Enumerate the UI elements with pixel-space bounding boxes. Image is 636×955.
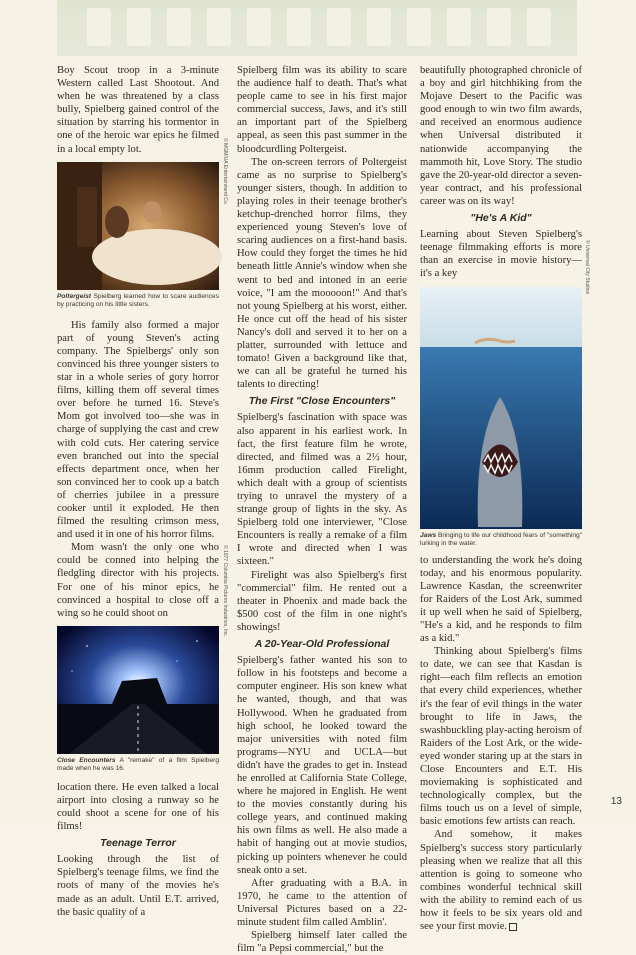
col1-paragraph-3: Mom wasn't the only one who could be conned into helping the fledgling director with his projects. For one of his minor epics, he convinced a hospital to close off a wing so he could shoot on bbox=[57, 542, 219, 619]
col3-paragraph-4: Thinking about Spielberg's films to date, we can see that Kasdan is right—each film reflects an emotion that every child experiences, whether it's the fear of evil things in the water brought to life in Jaws, the swashbuckling play-acting heroism of Raiders of the Lost Ark, or the wide-eyed wonder staring up at the stars in Close Encounters and E.T. His moviemaking is sophisticated and technologically complex, but the films touch us on a level of simple, basic emotions few artists can reach. bbox=[420, 646, 582, 828]
jaws-poster-photo bbox=[420, 287, 582, 529]
heading-20-year-old-professional: A 20-Year-Old Professional bbox=[254, 638, 390, 651]
col1-paragraph-4: location there. He even talked a local airport into closing a runway so he could shoot a scene for one of his films! bbox=[57, 781, 219, 833]
film-strip-top bbox=[57, 0, 577, 56]
col1-paragraph-1: Boy Scout troop in a 3-minute Western called Last Shootout. And when he was threatened by a class bully, Spielberg gained control of the situation by starring his tormentor in one of the heroic war epics he filmed in a local empty lot. bbox=[57, 65, 219, 155]
col2-paragraph-4: Firelight was also Spielberg's first "commercial" film. He rented out a theater in Phoenix and made back the $500 cost of the film in one night's showings! bbox=[237, 569, 407, 633]
jaws-credit: © Universal City Studios bbox=[584, 240, 590, 294]
column-3 bbox=[420, 64, 582, 933]
end-mark-icon bbox=[509, 923, 517, 931]
heading-teenage-terror: Teenage Terror bbox=[100, 837, 176, 850]
col3-paragraph-2: Learning about Steven Spielberg's teenage filmmaking efforts is more than an exercise in movie history—it's a key bbox=[420, 229, 582, 280]
col3-paragraph-5: And somehow, it makes Spielberg's success story particularly pleasing when we realize that all this attention is going to someone who combines wonderful technical skill with the ability to remind each of us how it feels to be six years old and see your first movie. bbox=[420, 829, 582, 933]
col2-paragraph-2: The on-screen terrors of Poltergeist came as no surprise to Spielberg's younger sisters, though. In addition to playing roles in their teenage brother's ketchup-drenched horror films, they experienced young Steven's love of scaring audiences on a first-hand basis. How could they forget the times he hid beneath little Annie's window when she went to bed and intoned in an eerie voice, "I am the mooooon!" And that's not young Spielberg at his worst, either. He once cut off the head of his sister Nancy's doll and served it to her on a platter, surrounded with lettuce and tomato! Given a background like that, we can all be grateful he turned his talents to directing! bbox=[237, 156, 407, 391]
col3-paragraph-1: beautifully photographed chronicle of a boy and girl hitchhiking from the Mojave Desert to the Pacific was good enough to win two film awards, and received an enormous audience when Universal distributed it nationwide accompanying the mammoth hit, Love Story. The studio gave the 20-year-old director a seven-year contract, and his professional career was on its way! bbox=[420, 65, 582, 207]
close-encounters-credit: © 1977 Columbia Pictures Industries, Inc. bbox=[222, 545, 228, 638]
col3-paragraph-3: to understanding the work he's doing today, and his enormous popularity. Lawrence Kasdan, the screenwriter for Raiders of the Lost Ark, summed it up well when he said of Spielberg, "He's a kid, and he responds to film as a kid." bbox=[420, 554, 582, 645]
poltergeist-credit: © MGM/UA Entertainment Co. bbox=[222, 138, 228, 206]
close-encounters-photo bbox=[57, 626, 219, 754]
col2-paragraph-3: Spielberg's fascination with space was also apparent in his earliest work. In fact, the first feature film he wrote, directed, and filmed was a 2½ hour, 16mm production called Firelight, which dealt with a group of scientists trying to unravel the mystery of a strange group of lights in the sky. As Spielberg told one interviewer, "Close Encounters is really a remake of a film I wrote and directed when I was sixteen." bbox=[237, 412, 407, 568]
col2-paragraph-6: After graduating with a B.A. in 1970, he came to the attention of Universal Pictures based on a 22-minute student film called Amblin'. bbox=[237, 877, 407, 928]
col2-paragraph-7: Spielberg himself later called the film "a Pepsi commercial," but the bbox=[237, 930, 407, 955]
col2-paragraph-1: Spielberg film was its ability to scare the audience half to death. That's what people came to see in his first major commercial success, Jaws, and it's still an important part of the Spielberg appeal, as seen this past summer in the bloodcurdling Poltergeist. bbox=[237, 65, 407, 155]
page-number: 13 bbox=[610, 796, 622, 807]
jaws-caption: Jaws Bringing to life our childhood fears of "something" lurking in the water. bbox=[420, 531, 582, 547]
poltergeist-caption: Poltergeist Spielberg learned how to scare audiences by practicing on his little sisters. bbox=[57, 292, 219, 308]
col2-paragraph-5: Spielberg's father wanted his son to follow in his footsteps and become a computer engineer. His son knew what he wanted, though, and that was Hollywood. When he graduated from high school, he looked toward the major universities with noted film programs—NYU and UCLA—but didn't have the grades to get in. Instead he enrolled at California State College, where he majored in English. He went to the movies constantly during his college years, and continued making his own films as well. He also made a habit of hanging out at movie studios, picking up pointers whenever he could sneak onto a set. bbox=[237, 655, 407, 876]
col1-paragraph-2: His family also formed a major part of young Steven's acting company. The Spielbergs' only son convinced his three younger sisters to star in a whole series of gory horror films, killing them off several times over before he turned 16. Steve's Mom got involved too—she was in charge of supplying the cast and crew with cold cuts. Her catering service even branched out into the special effects department once, when her son convinced her to cook up a batch of cherries jubilee in a pressure cooker until it exploded. He then filmed the resulting crimson mess, and used it in one of his horror films. bbox=[57, 319, 219, 541]
col1-paragraph-5: Looking through the list of Spielberg's teenage films, we find the roots of many of the movies he's made as an adult. Until E.T. arrived, the basic quality of a bbox=[57, 854, 219, 918]
close-encounters-caption: Close Encounters A "remake" of a film Spielberg made when he was 16. bbox=[57, 756, 220, 772]
column-2 bbox=[237, 64, 407, 955]
poltergeist-photo bbox=[57, 162, 219, 290]
heading-hes-a-kid: "He's A Kid" bbox=[470, 212, 532, 225]
heading-first-close-encounters: The First "Close Encounters" bbox=[248, 395, 396, 408]
column-1 bbox=[57, 64, 219, 919]
